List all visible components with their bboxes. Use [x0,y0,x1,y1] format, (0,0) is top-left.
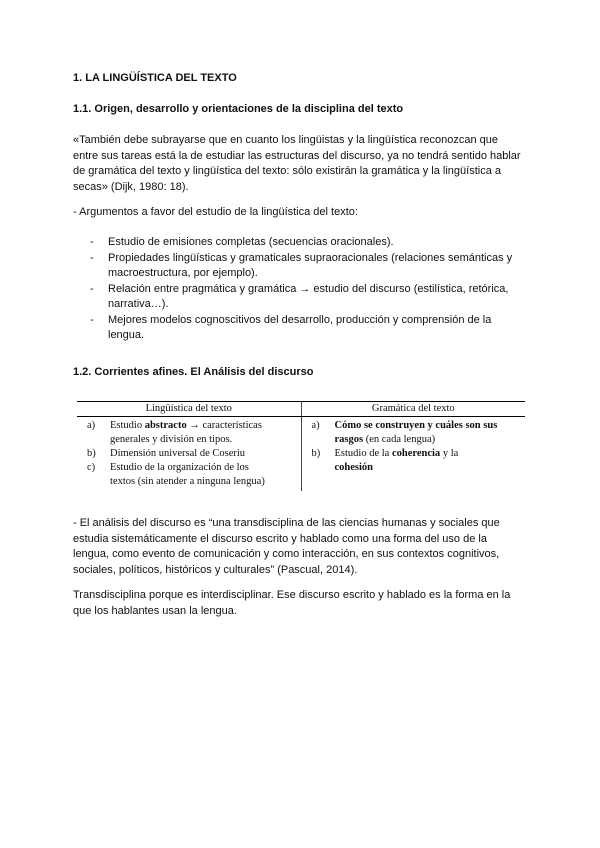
quote-line: «También debe subrayarse que en cuanto los lingüistas y la lingüística reconozcan que [73,134,498,146]
bullet-dash: - [90,313,94,326]
bullet-dash: - [90,251,94,264]
list-item [302,447,525,475]
table-cell-gramatica [301,417,525,492]
list-item [77,461,301,489]
paragraph-line: estudia sistemáticamente el discurso escrito y hablado como una forma del uso de la [73,532,487,545]
paragraph-line: lengua, como evento de comunicación y como interacción, en sus contextos cognitivos, [73,548,500,560]
list-item-text: Estudio de emisiones completas (secuencias oracionales). [108,236,394,248]
transdisciplina-paragraph [73,588,529,619]
table-cell-linguistica [77,417,301,492]
paragraph-line: - El análisis del discurso es “una transdisciplina de las ciencias humanas y sociales que [73,517,500,529]
list-item-text: Mejores modelos cognoscitivos del desarrollo, producción y comprensión de la [108,313,492,326]
text: textos (sin atender a ninguna lengua) [110,476,265,487]
bold-text: rasgos [334,434,364,445]
arguments-intro: - Argumentos a favor del estudio de la lingüística del texto: [73,206,358,218]
text: Estudio [110,420,145,431]
text: (en cada lengua) [363,434,436,445]
quote-line: de gramática del texto y lingüística del texto: sólo existirán la gramática y la lingüística a [73,165,501,177]
discourse-analysis-definition [73,516,529,578]
text: y la [440,448,459,459]
list-item-text: Propiedades lingüísticas y gramaticales supraoracionales (relaciones semánticas y [108,251,513,264]
bold-text: Cómo se construyen y cuáles son sus [334,420,498,431]
bold-text: cohesión [334,462,374,473]
list-item [90,282,530,313]
item-marker: a) [87,420,96,431]
list-item [90,251,530,282]
text: Estudio de la organización de los [110,462,249,473]
bullet-dash: - [90,282,94,295]
text: Estudio de la [334,448,392,459]
subsection-title-corrientes: 1.2. Corrientes afines. El Análisis del discurso [73,366,314,378]
comparison-table [77,401,525,491]
quote-line: secas» (Dijk, 1980: 18). [73,180,189,193]
text: Dimensión universal de Coseriu [110,448,246,459]
table-header-linguistica: Lingüística del texto [77,402,301,417]
list-item-text: lengua. [108,329,145,341]
bullet-dash: - [90,236,94,248]
paragraph-line: sociales, políticos, históricos y culturales” (Pascual, 2014). [73,563,358,576]
paragraph-line: que los hablantes usan la lengua. [73,604,237,617]
item-marker: b) [87,448,96,459]
list-item [77,447,301,461]
item-marker: b) [311,448,321,459]
arguments-list [90,235,530,344]
item-marker: a) [311,420,320,431]
bold-text: coherencia [391,448,441,459]
quote-line: entre sus tareas está la de estudiar las estructuras del discurso, ya no tendrá sentido hablar [73,149,521,162]
list-item [77,419,301,447]
bold-text: abstracto [144,420,187,431]
list-item-text: Relación entre pragmática y gramática → estudio del discurso (estilística, retórica, [108,282,509,295]
text: → características [186,420,262,431]
list-item-text: narrativa…). [108,298,169,310]
list-item [90,235,530,251]
item-marker: c) [87,462,96,473]
list-item [302,419,525,447]
paragraph-line: Transdisciplina porque es interdisciplinar. Ese discurso escrito y hablado es la forma en la [73,589,511,601]
dijk-quote [73,133,529,195]
subsection-title-origen: 1.1. Origen, desarrollo y orientaciones de la disciplina del texto [73,103,404,115]
list-item-text: macroestructura, por ejemplo). [108,267,258,279]
table-header-gramatica: Gramática del texto [301,402,525,417]
text: generales y división en tipos. [110,434,233,445]
section-title: 1. LA LINGÜÍSTICA DEL TEXTO [73,72,237,84]
list-item [90,313,530,344]
